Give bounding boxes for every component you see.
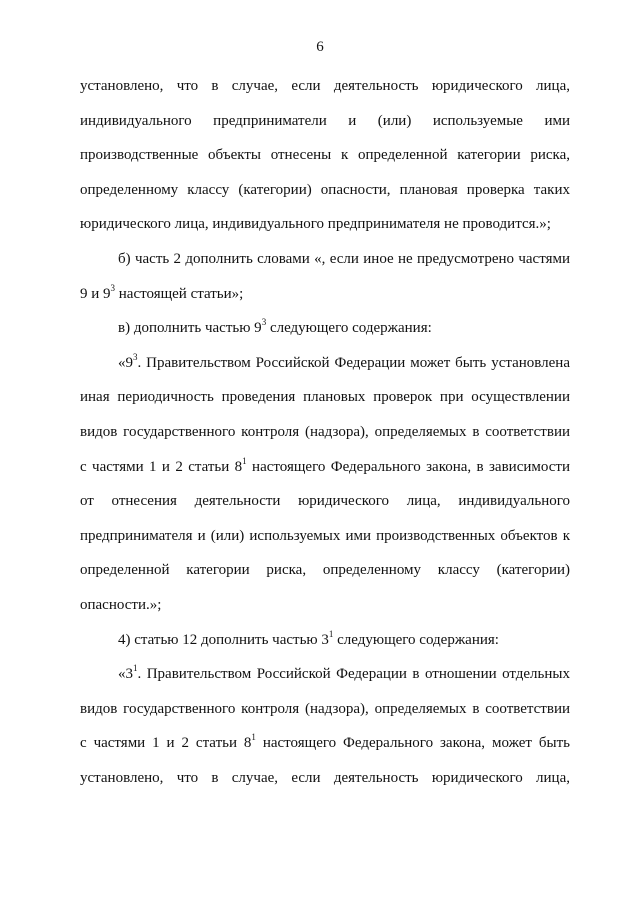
text-line: видов государственного контроля (надзора), определяемых в соответствии — [80, 700, 570, 717]
text-line: установлено, что в случае, если деятельность юридического лица, — [80, 769, 570, 786]
text-line: б) часть 2 дополнить словами «, если иное не предусмотрено частями — [118, 250, 570, 267]
text-line: «$9^3$. Правительством Российской Федерации может быть установлена — [118, 351, 570, 371]
text-line: с частями 1 и 2 статьи $8^1$ настоящего Федерального закона, в зависимости — [80, 455, 570, 475]
text-line: видов государственного контроля (надзора), определяемых в соответствии — [80, 423, 570, 440]
text-line: иная периодичность проведения плановых проверок при осуществлении — [80, 389, 570, 406]
page-number: 6 — [316, 39, 324, 55]
text-line: предпринимателя и (или) используемых ими производственных объектов к — [80, 527, 570, 544]
text-line: 9 и $9^3$ настоящей статьи»; — [80, 282, 244, 302]
text-line: 4) статью 12 дополнить частью $3^1$ следующего содержания: — [118, 628, 499, 648]
body-text — [80, 69, 570, 795]
text-line: определенной категории риска, определенному классу (категории) — [80, 562, 570, 579]
text-line: производственные объекты отнесены к определенной категории риска, — [80, 147, 570, 164]
text-line: определенному классу (категории) опасности, плановая проверка таких — [80, 181, 570, 198]
text-line: от отнесения деятельности юридического лица, индивидуального — [80, 493, 570, 510]
text-line: в) дополнить частью $9^3$ следующего содержания: — [118, 317, 432, 337]
text-line: юридического лица, индивидуального предпринимателя не проводится.»; — [80, 216, 551, 233]
text-line: «$3^1$. Правительством Российской Федерации в отношении отдельных — [118, 663, 570, 683]
text-line: индивидуального предприниматели и (или) используемые ими — [80, 112, 570, 129]
text-line: установлено, что в случае, если деятельность юридического лица, — [80, 78, 570, 94]
text-line: опасности.»; — [80, 596, 162, 613]
text-line: с частями 1 и 2 статьи $8^1$ настоящего Федерального закона, может быть — [80, 732, 570, 752]
